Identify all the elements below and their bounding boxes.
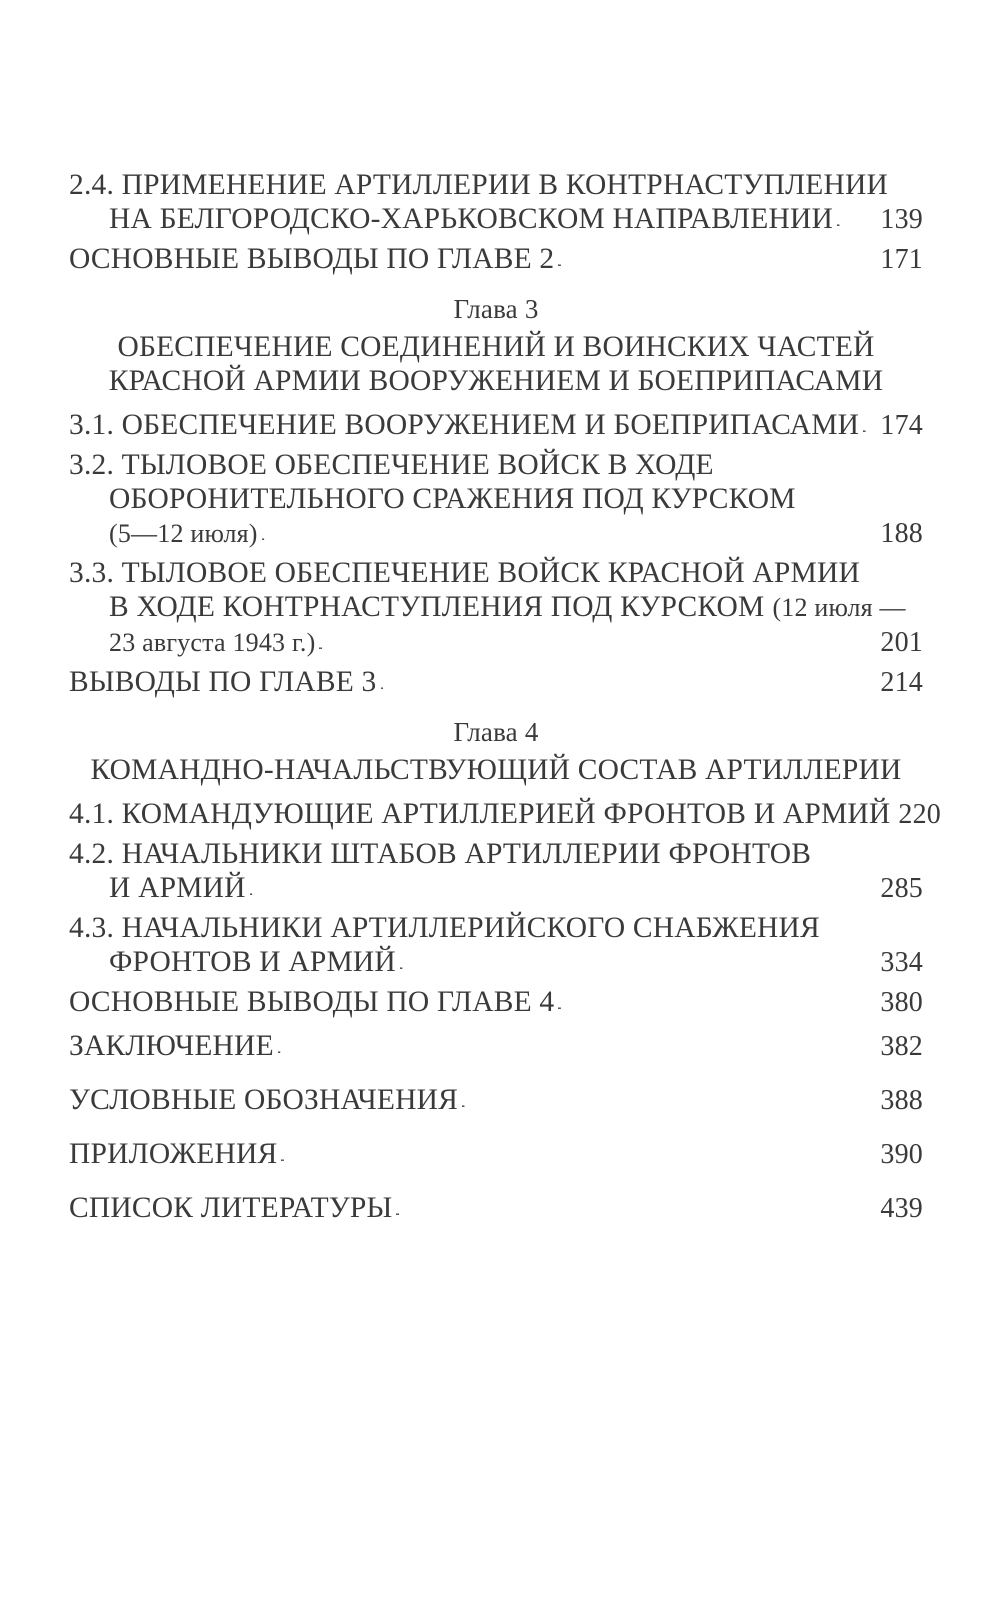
toc-entry-2-4 — [69, 202, 923, 242]
page-number: 201 — [880, 627, 923, 658]
toc-entry-3-2-line2 — [69, 482, 923, 516]
dot-leader — [558, 240, 876, 280]
dot-leader — [863, 406, 876, 446]
toc-entry-text: 4.1. КОМАНДУЮЩИЕ АРТИЛЛЕРИЕЙ ФРОНТОВ И АРМИЙ — [69, 798, 891, 830]
dot-leader — [281, 1135, 876, 1175]
toc-entry-3-2-line1 — [69, 448, 923, 482]
page-number: 439 — [880, 1193, 923, 1224]
toc-entry-text: 3.1. ОБЕСПЕЧЕНИЕ ВООРУЖЕНИЕМ И БОЕПРИПАСАМИ — [69, 409, 860, 441]
toc-entry-2-4-line1 — [69, 168, 923, 202]
toc-entry-3-3 — [69, 625, 923, 665]
toc-entry-3-3-line1 — [69, 556, 923, 590]
page-number: 285 — [880, 873, 923, 904]
toc-entry-4-2-line1 — [69, 837, 923, 871]
dot-leader — [396, 1189, 876, 1229]
toc-entry-text: 23 августа 1943 г.) — [109, 628, 316, 657]
toc-entry-ch4-conclusions — [69, 985, 923, 1025]
toc-entry-4-2 — [69, 871, 923, 911]
dot-leader — [250, 869, 877, 909]
toc-entry-text: 2.4. ПРИМЕНЕНИЕ АРТИЛЛЕРИИ В КОНТРНАСТУПЛЕНИИ — [69, 169, 889, 201]
toc-entry-text: УСЛОВНЫЕ ОБОЗНАЧЕНИЯ — [69, 1084, 458, 1116]
page-number: 334 — [880, 947, 923, 978]
toc-entry-text: СПИСОК ЛИТЕРАТУРЫ — [69, 1192, 393, 1224]
toc-entry-text: ПРИЛОЖЕНИЯ — [69, 1138, 278, 1170]
page-number: 214 — [880, 667, 923, 698]
toc-entry-conclusion — [69, 1029, 923, 1069]
page-number: 382 — [880, 1031, 923, 1062]
page-number: 188 — [880, 518, 923, 549]
table-of-contents — [69, 168, 941, 1231]
chapter-3-title-line1: ОБЕСПЕЧЕНИЕ СОЕДИНЕНИЙ И ВОИНСКИХ ЧАСТЕЙ — [117, 331, 875, 363]
toc-entry-text: ВЫВОДЫ ПО ГЛАВЕ 3 — [69, 666, 377, 698]
page-number: 388 — [880, 1085, 923, 1116]
dot-leader — [400, 943, 876, 983]
toc-entry-text: ОСНОВНЫЕ ВЫВОДЫ ПО ГЛАВЕ 4 — [69, 986, 555, 1018]
chapter-3-label: Глава 3 — [453, 294, 539, 324]
dot-leader — [381, 663, 877, 703]
chapter-4-label: Глава 4 — [453, 717, 539, 747]
toc-entry-3-1 — [69, 408, 923, 448]
chapter-4-title: КОМАНДНО-НАЧАЛЬСТВУЮЩИЙ СОСТАВ АРТИЛЛЕРИИ — [90, 754, 902, 786]
toc-entry-text: И АРМИЙ — [109, 872, 246, 904]
toc-entry-4-3 — [69, 945, 923, 985]
page-number: 380 — [880, 987, 923, 1018]
dot-leader — [262, 514, 877, 554]
toc-entry-abbreviations — [69, 1083, 923, 1123]
toc-entry-text: 3.3. ТЫЛОВОЕ ОБЕСПЕЧЕНИЕ ВОЙСК КРАСНОЙ АРМИИ — [69, 557, 860, 589]
toc-entry-4-1 — [69, 797, 941, 837]
dot-leader — [278, 1027, 877, 1067]
toc-entry-text: ОБОРОНИТЕЛЬНОГО СРАЖЕНИЯ ПОД КУРСКОМ — [109, 483, 796, 515]
page-number: 139 — [880, 204, 923, 235]
toc-entry-text: ОСНОВНЫЕ ВЫВОДЫ ПО ГЛАВЕ 2 — [69, 243, 555, 275]
toc-entry-text-date: (12 июля — — [772, 593, 906, 622]
dot-leader — [837, 200, 876, 240]
dot-leader — [462, 1081, 876, 1121]
toc-entry-text: 4.2. НАЧАЛЬНИКИ ШТАБОВ АРТИЛЛЕРИИ ФРОНТОВ — [69, 838, 812, 870]
toc-entry-ch2-conclusions — [69, 242, 923, 282]
toc-entry-text: НА БЕЛГОРОДСКО-ХАРЬКОВСКОМ НАПРАВЛЕНИИ — [109, 203, 833, 235]
page-number: 174 — [880, 410, 923, 441]
toc-entry-text: 3.2. ТЫЛОВОЕ ОБЕСПЕЧЕНИЕ ВОЙСК В ХОДЕ — [69, 449, 714, 481]
page-number: 220 — [898, 799, 941, 830]
toc-entry-3-3-line2 — [69, 590, 923, 625]
page-number: 390 — [880, 1139, 923, 1170]
toc-entry-3-2 — [69, 516, 923, 556]
toc-entry-text: В ХОДЕ КОНТРНАСТУПЛЕНИЯ ПОД КУРСКОМ — [109, 591, 765, 623]
dot-leader — [319, 623, 876, 663]
toc-entry-references — [69, 1191, 923, 1231]
chapter-3-title-line2: КРАСНОЙ АРМИИ ВООРУЖЕНИЕМ И БОЕПРИПАСАМИ — [108, 365, 884, 397]
toc-entry-text: ЗАКЛЮЧЕНИЕ — [69, 1030, 274, 1062]
toc-entry-4-3-line1 — [69, 911, 923, 945]
dot-leader — [558, 983, 876, 1023]
toc-entry-text: ФРОНТОВ И АРМИЙ — [109, 946, 396, 978]
toc-entry-ch3-conclusions — [69, 665, 923, 705]
toc-entry-text: (5—12 июля) — [109, 519, 258, 548]
toc-entry-appendices — [69, 1137, 923, 1177]
toc-entry-text: 4.3. НАЧАЛЬНИКИ АРТИЛЛЕРИЙСКОГО СНАБЖЕНИЯ — [69, 912, 820, 944]
page-number: 171 — [880, 244, 923, 275]
